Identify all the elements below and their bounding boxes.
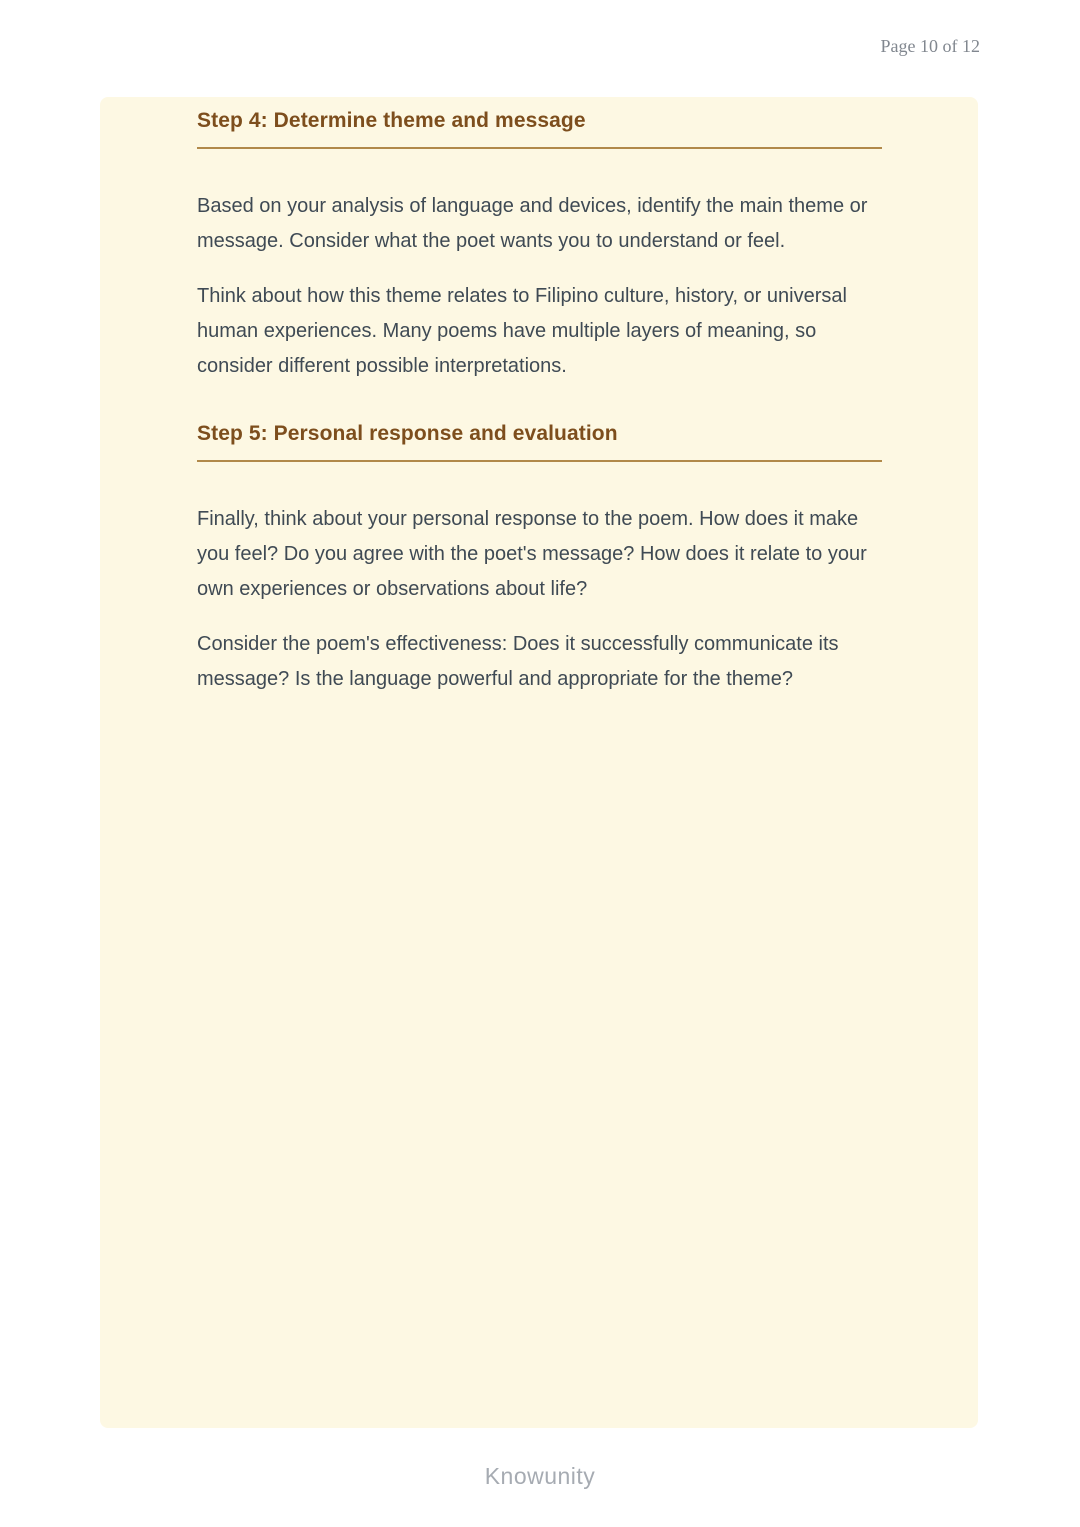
page-indicator: Page 10 of 12 — [880, 36, 980, 56]
footer-brand: Knowunity — [484, 1463, 596, 1489]
body-paragraph: Think about how this theme relates to Filipino culture, history, or universal human experiences. Many poems have multiple layers of meaning, so consider different possible interpretations. — [197, 285, 847, 377]
section-heading-step-5: Step 5: Personal response and evaluation — [197, 422, 618, 445]
heading-rule — [197, 460, 882, 462]
body-paragraph: Finally, think about your personal response to the poem. How does it make you feel? Do you agree with the poet's message? How does it relate to your own experiences or observations about life? — [197, 508, 867, 600]
heading-rule — [197, 147, 882, 149]
section-heading-step-4: Step 4: Determine theme and message — [197, 109, 586, 132]
content-card — [100, 97, 978, 1428]
section-step-5 — [197, 420, 882, 697]
body-paragraph: Based on your analysis of language and devices, identify the main theme or message. Consider what the poet wants you to understand or feel. — [197, 195, 868, 252]
section-step-4 — [197, 107, 882, 384]
body-paragraph: Consider the poem's effectiveness: Does it successfully communicate its message? Is the language powerful and appropriate for the theme? — [197, 633, 839, 690]
